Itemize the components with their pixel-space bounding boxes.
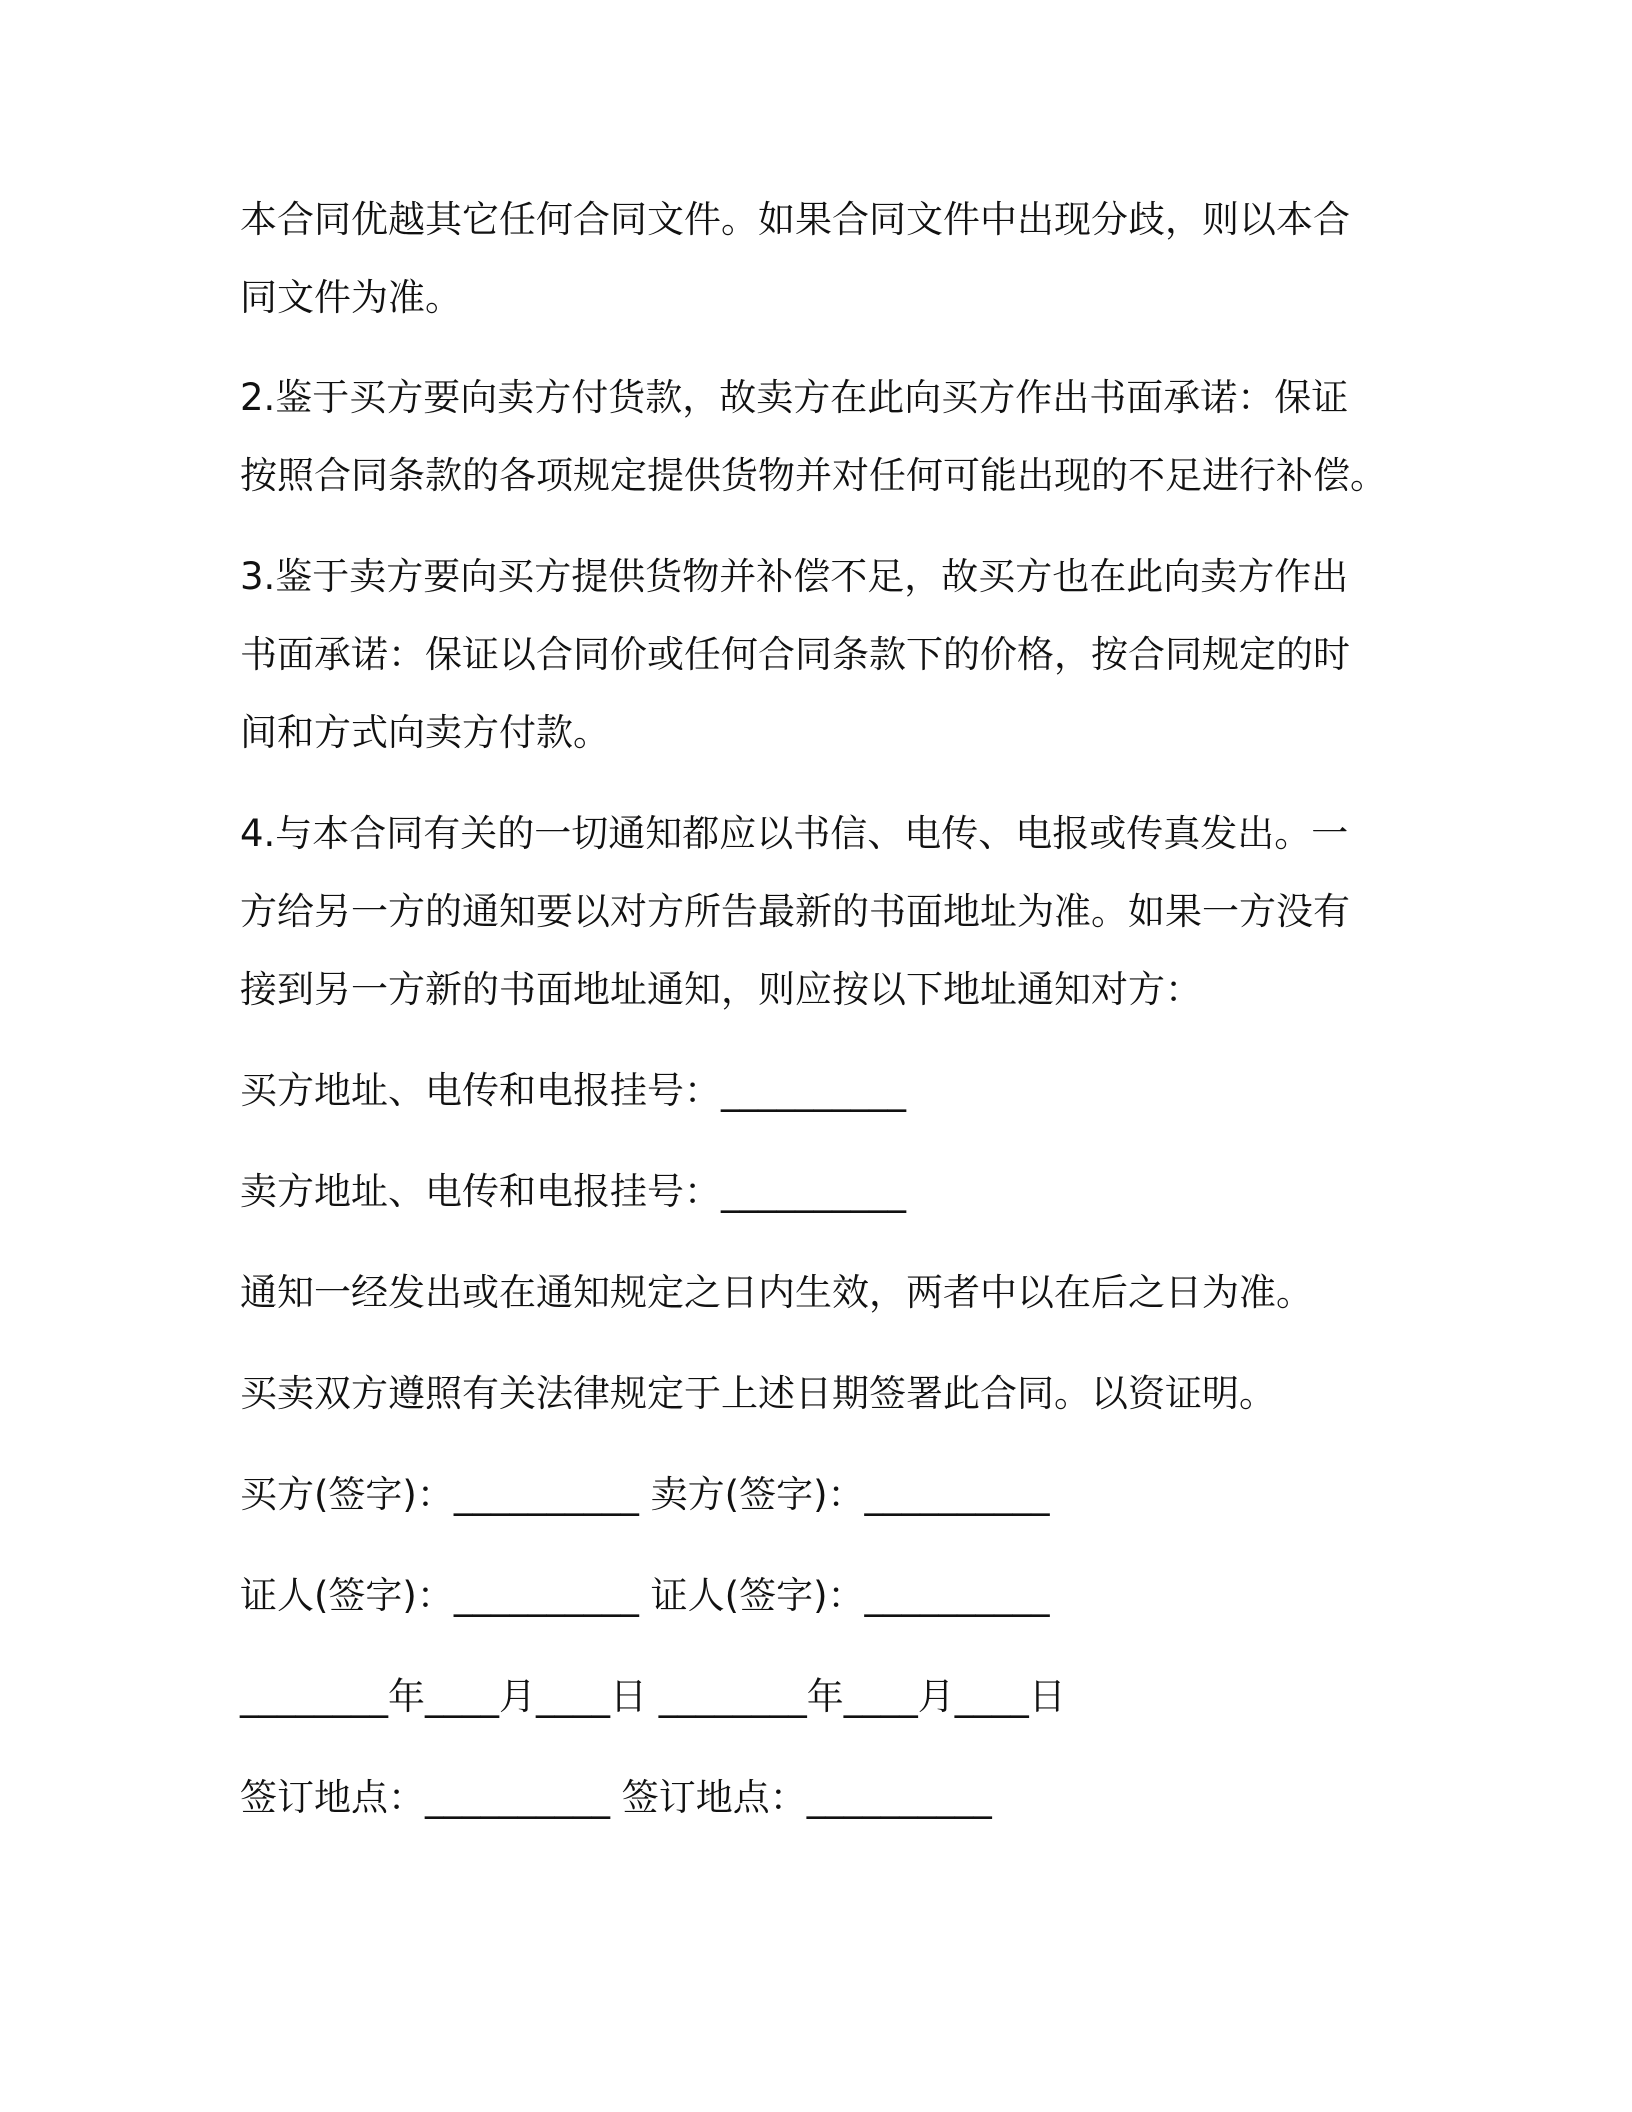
para4-line3: 接到另一方新的书面地址通知，则应按以下地址通知对方： bbox=[240, 968, 1202, 1011]
para3-line2: 书面承诺：保证以合同价或任何合同条款下的价格，按合同规定的时 bbox=[240, 633, 1350, 676]
para4-line1: 4.与本合同有关的一切通知都应以书信、电传、电报或传真发出。一 bbox=[240, 812, 1349, 855]
para1-line1: 本合同优越其它任何合同文件。如果合同文件中出现分歧，则以本合 bbox=[240, 198, 1350, 241]
places-line: 签订地点：__________ 签订地点：__________ bbox=[240, 1776, 992, 1819]
para2-line2: 按照合同条款的各项规定提供货物并对任何可能出现的不足进行补偿。 bbox=[240, 454, 1387, 497]
para3-line3: 间和方式向卖方付款。 bbox=[240, 711, 610, 754]
seller-address-line: 卖方地址、电传和电报挂号：__________ bbox=[240, 1170, 906, 1213]
para2-line1: 2.鉴于买方要向卖方付货款，故卖方在此向买方作出书面承诺：保证 bbox=[240, 376, 1349, 419]
sign-statement-line: 买卖双方遵照有关法律规定于上述日期签署此合同。以资证明。 bbox=[240, 1372, 1276, 1415]
para3-line1: 3.鉴于卖方要向买方提供货物并补偿不足，故买方也在此向卖方作出 bbox=[240, 555, 1349, 598]
signatures-line: 买方(签字)：__________ 卖方(签字)：__________ bbox=[240, 1473, 1050, 1516]
para4-line2: 方给另一方的通知要以对方所告最新的书面地址为准。如果一方没有 bbox=[240, 890, 1350, 933]
notice-effective-line: 通知一经发出或在通知规定之日内生效，两者中以在后之日为准。 bbox=[240, 1271, 1313, 1314]
buyer-address-line: 买方地址、电传和电报挂号：__________ bbox=[240, 1069, 906, 1112]
witnesses-line: 证人(签字)：__________ 证人(签字)：__________ bbox=[240, 1574, 1050, 1617]
dates-line: ________年____月____日 ________年____月____日 bbox=[240, 1675, 1066, 1718]
para1-line2: 同文件为准。 bbox=[240, 276, 462, 319]
